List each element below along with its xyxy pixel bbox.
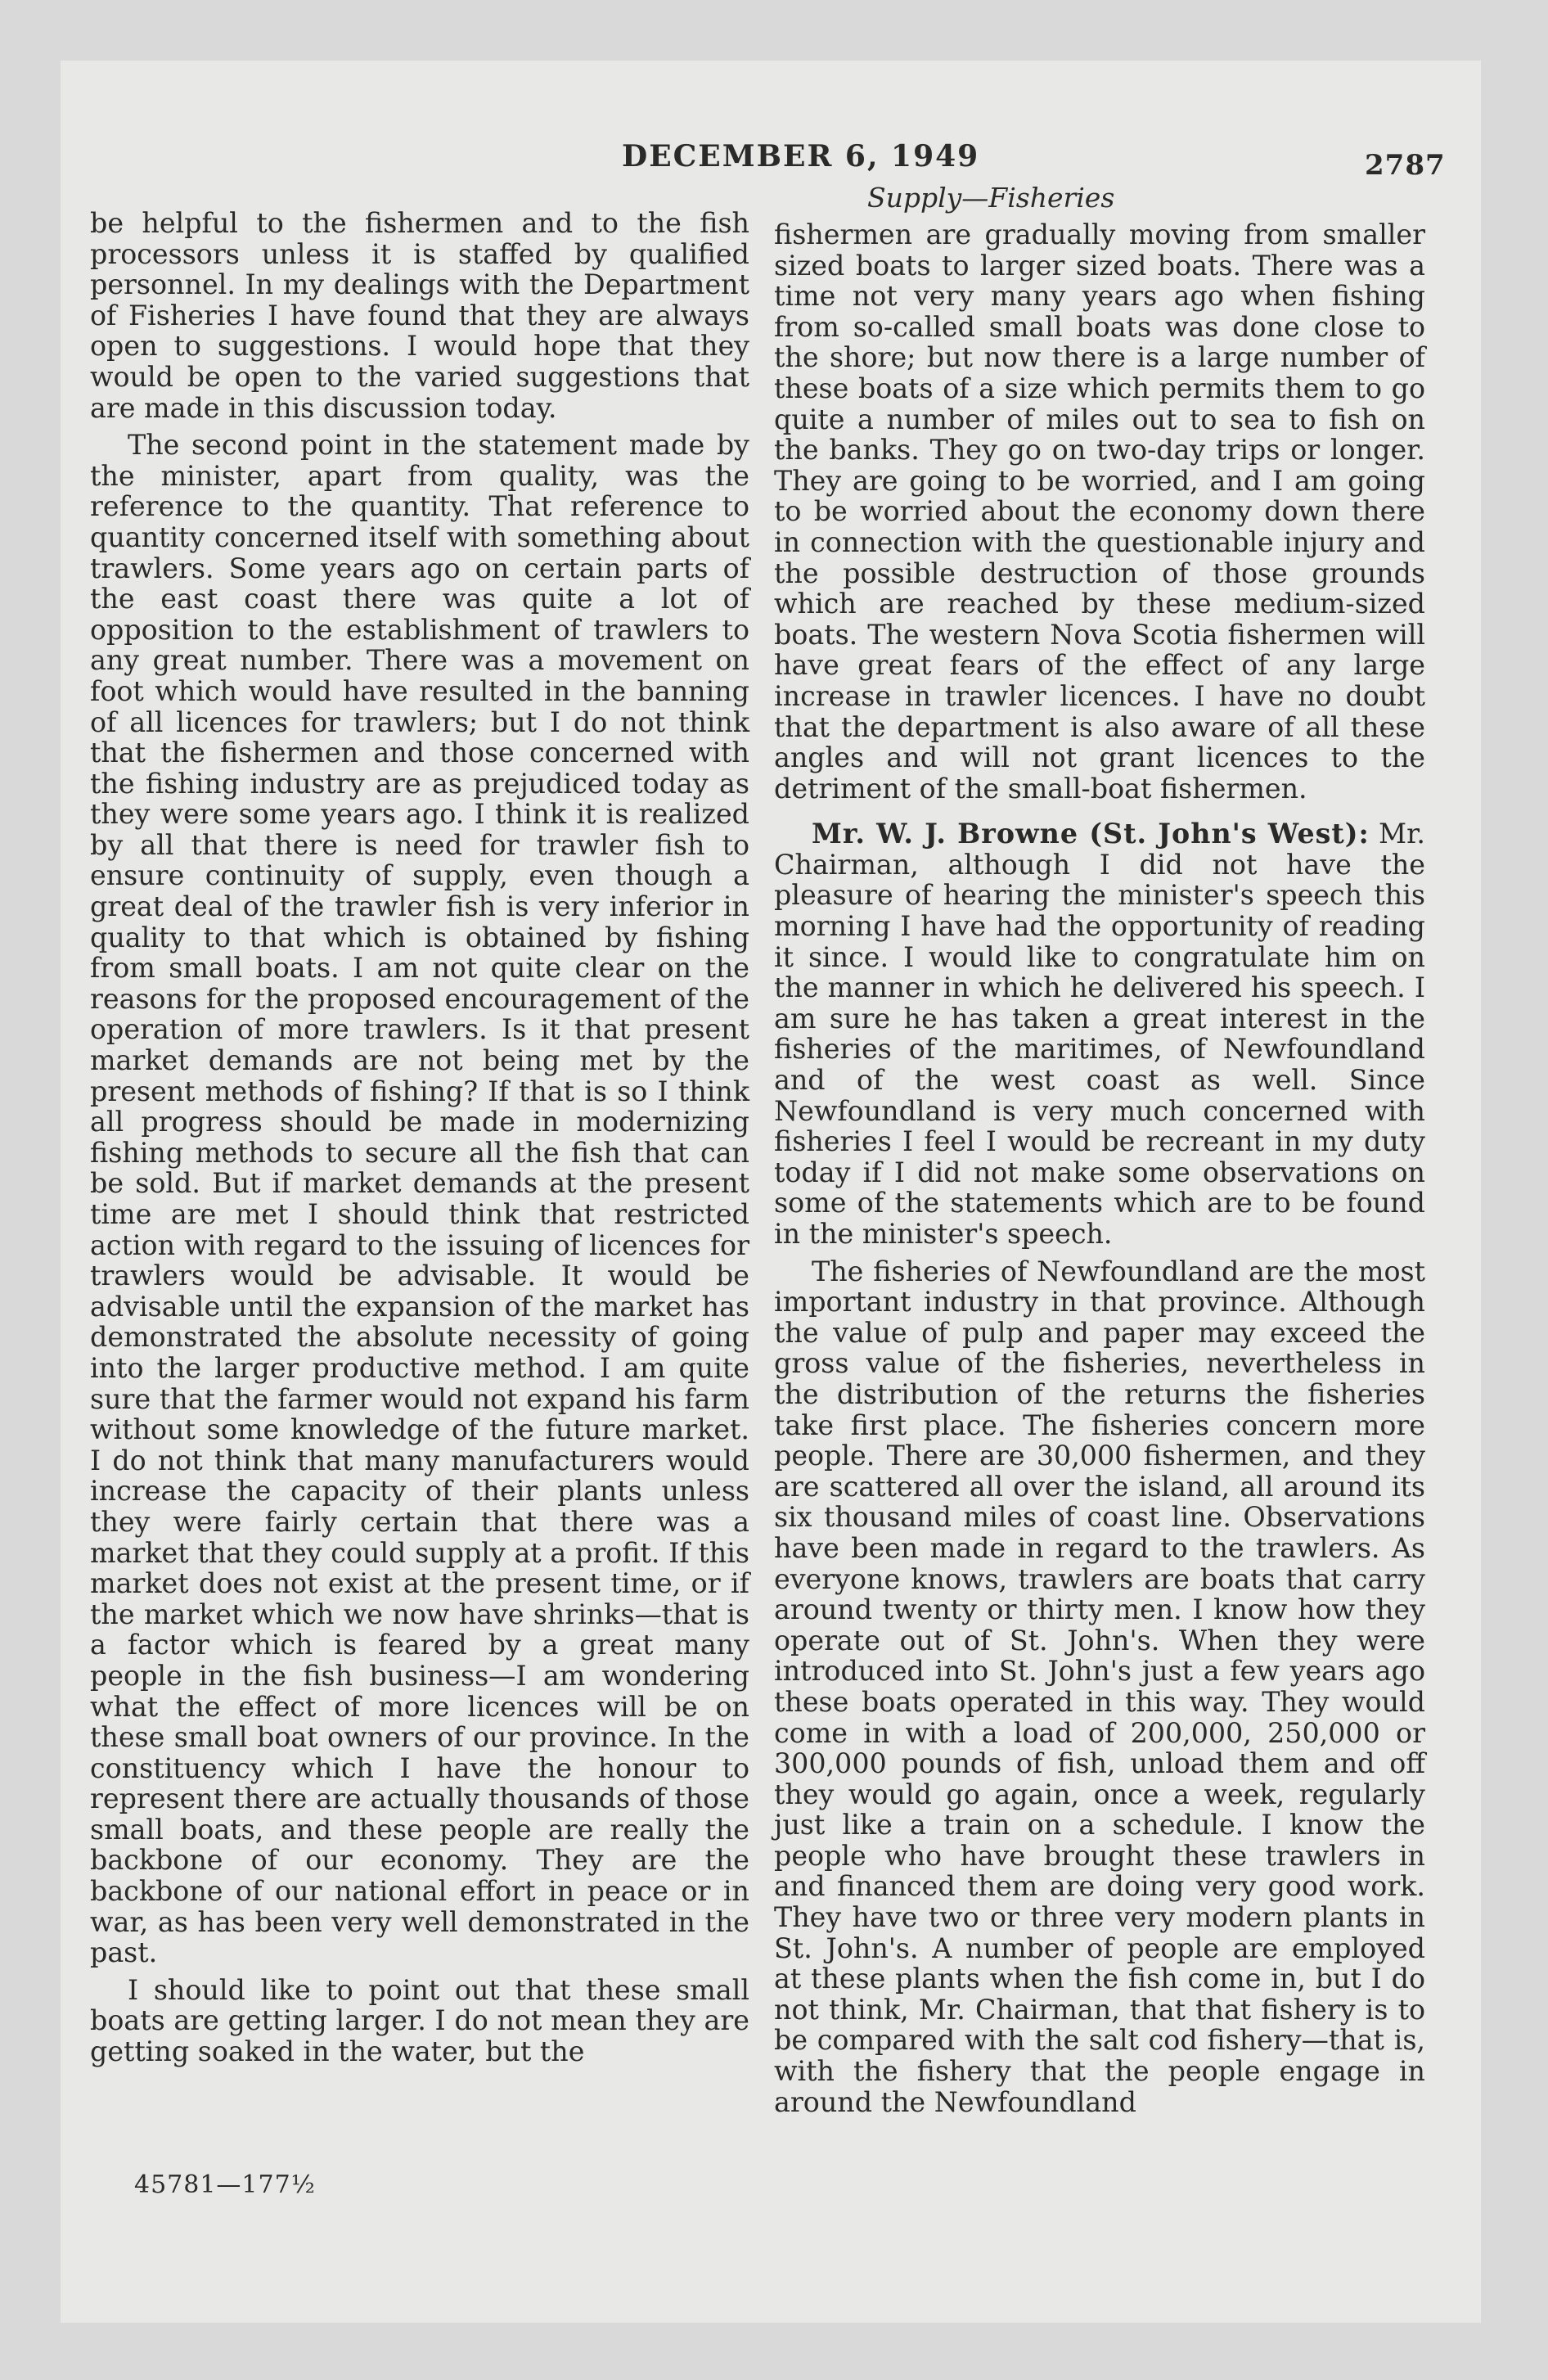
- right-paragraph-3: The fisheries of Newfoundland are the most important industry in that province. Although the value of pulp and paper may exceed the gross value of the fisheries, nevertheless in the distribution of the returns the fisheries take first place. The fisheries concern more people. There are 30,000 fishermen, and they are scattered all over the island, all around its six thousand miles of coast line. Observations have been made in regard to the trawlers. As everyone knows, trawlers are boats that carry around twenty or thirty men. I know how they operate out of St. John's. When they were introduced into St. John's just a few years ago these boats operated in this way. They would come in with a load of 200,000, 250,000 or 300,000 pounds of fish, unload them and off they would go again, once a week, regularly just like a train on a schedule. I know the people who have brought these trawlers in and financed them are doing very good work. They have two or three very modern plants in St. John's. A number of people are employed at these plants when the fish come in, but I do not think, Mr. Chairman, that that fishery is to be compared with the salt cod fishery—that is, with the fishery that the people engage in around the Newfoundland: [774, 1255, 1425, 2118]
- left-paragraph-3: I should like to point out that these small boats are getting larger. I do not mean they are getting soaked in the water, but the: [90, 1973, 749, 2068]
- right-paragraph-2: [774, 818, 1425, 1249]
- right-column: [774, 219, 1425, 2117]
- left-paragraph-2: The second point in the statement made by the minister, apart from quality, was the reference to the quantity. That reference to quantity concerned itself with something about trawlers. Some years ago on certain parts of the east coast there was quite a lot of opposition to the establishment of trawlers to any great number. There was a movement on foot which would have resulted in the banning of all licences for trawlers; but I do not think that the fishermen and those concerned with the fishing industry are as prejudiced today as they were some years ago. I think it is realized by all that there is need for trawler fish to ensure continuity of supply, even though a great deal of the trawler fish is very inferior in quality to that which is obtained by fishing from small boats. I am not quite clear on the reasons for the proposed encouragement of the operation of more trawlers. Is it that present market demands are not being met by the present methods of fishing? If that is so I think all progress should be made in modernizing fishing methods to secure all the fish that can be sold. But if market demands at the present time are met I should think that restricted action with regard to the issuing of licences for trawlers would be advisable. It would be advisable until the expansion of the market has demonstrated the absolute necessity of going into the larger productive method. I am quite sure that the farmer would not expand his farm without some knowledge of the future market. I do not think that many manufacturers would increase the capacity of their plants unless they were fairly certain that there was a market that they could supply at a profit. If this market does not exist at the present time, or if the market which we now have shrinks—that is a factor which is feared by a great many people in the fish business—I am wondering what the effect of more licences will be on these small boat owners of our province. In the constituency which I have the honour to represent there are actually thousands of those small boats, and these people are really the backbone of our economy. They are the backbone of our national effort in peace or in war, as has been very well demonstrated in the past.: [90, 429, 749, 1969]
- page-number: 2787: [1365, 149, 1446, 182]
- speaker-name: Mr. W. J. Browne (St. John's West):: [812, 818, 1370, 850]
- section-heading: Supply—Fisheries: [867, 182, 1115, 214]
- right-paragraph-1: fishermen are gradually moving from smaller sized boats to larger sized boats. There was a time not very many years ago when fishing from so-called small boats was done close to the shore; but now there is a large number of these boats of a size which permits them to go quite a number of miles out to sea to fish on the banks. They go on two-day trips or longer. They are going to be worried, and I am going to be worried about the economy down there in connection with the questionable injury and the possible destruction of those grounds which are reached by these medium-sized boats. The western Nova Scotia fishermen will have great fears of the effect of any large increase in trawler licences. I have no doubt that the department is also aware of all these angles and will not grant licences to the detriment of the small-boat fishermen.: [774, 219, 1425, 805]
- speech-text: Mr. Chairman, although I did not have the pleasure of hearing the minister's speech this morning I have had the opportunity of reading it since. I would like to congratulate him on the manner in which he delivered his speech. I am sure he has taken a great interest in the fisheries of the maritimes, of Newfoundland and of the west coast as well. Since Newfoundland is very much concerned with fisheries I feel I would be recreant in my duty today if I did not make some observations on some of the statements which are to be found in the minister's speech.: [774, 818, 1425, 1250]
- page-date-header: DECEMBER 6, 1949: [622, 139, 980, 174]
- print-code: 45781—177½: [134, 2170, 316, 2199]
- left-column: [90, 208, 749, 2067]
- left-paragraph-1: be helpful to the fishermen and to the fish processors unless it is staffed by qualified personnel. In my dealings with the Department of Fisheries I have found that they are always open to suggestions. I would hope that they would be open to the varied suggestions that are made in this discussion today.: [90, 207, 749, 424]
